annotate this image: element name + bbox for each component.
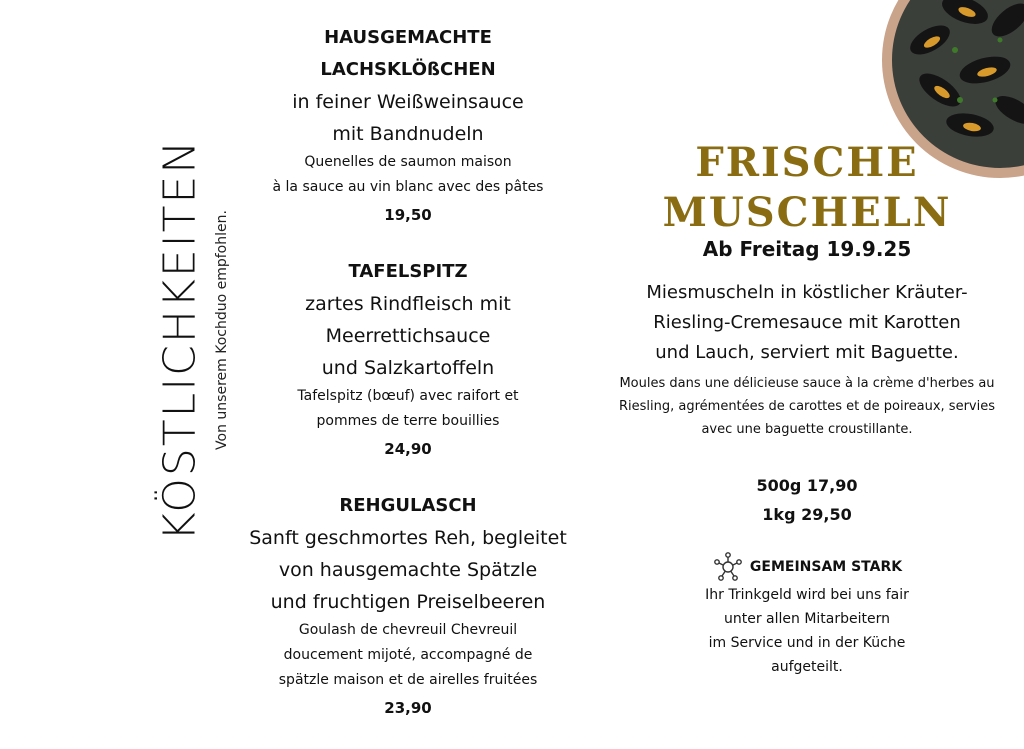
dish-description-fr: Quenelles de saumon maison [304, 154, 512, 170]
dish-title: LACHSKLÖßCHEN [320, 59, 496, 80]
dish-price: 24,90 [384, 440, 432, 458]
feature-title: MUSCHELN [662, 189, 952, 236]
feature-de-line: und Lauch, serviert mit Baguette. [655, 342, 959, 363]
dish-item [238, 256, 578, 464]
gemeinsam-line: im Service und in der Küche [708, 635, 906, 651]
gemeinsam-stark-note [598, 551, 1016, 679]
feature-de-line: Miesmuscheln in köstlicher Kräuter- [646, 282, 968, 303]
dish-description-fr: pommes de terre bouillies [316, 413, 500, 429]
dish-title: REHGULASCH [339, 495, 477, 516]
feature-fr-line: Riesling, agrémentées de carottes et de poireaux, servies [618, 399, 996, 414]
dish-price: 23,90 [384, 699, 432, 717]
dish-description-fr: doucement mijoté, accompagné de [283, 647, 533, 663]
dish-description-de: in feiner Weißweinsauce [292, 91, 524, 113]
dish-description-de: Meerrettichsauce [325, 325, 491, 347]
gemeinsam-line: Ihr Trinkgeld wird bei uns fair [705, 587, 909, 603]
dish-description-de: zartes Rindfleisch mit [305, 293, 511, 315]
price-1kg: 1kg 29,50 [762, 505, 852, 524]
dish-description-de: mit Bandnudeln [332, 123, 484, 145]
feature-de-line: Riesling-Cremesauce mit Karotten [653, 312, 961, 333]
dish-description-de: Sanft geschmortes Reh, begleitet [249, 527, 567, 549]
feature-prices [598, 471, 1016, 529]
feature-description-de [598, 278, 1016, 368]
star-people-icon [712, 551, 744, 583]
dish-description-fr: spätzle maison et de airelles fruitées [278, 672, 538, 688]
dish-description-fr: Tafelspitz (bœuf) avec raifort et [297, 388, 519, 404]
feature-fr-line: Moules dans une délicieuse sauce à la crème d'herbes au [619, 376, 995, 391]
dish-description-fr: à la sauce au vin blanc avec des pâtes [272, 179, 544, 195]
feature-panel [598, 138, 1016, 679]
dish-description-de: und fruchtigen Preiselbeeren [270, 591, 546, 613]
gemeinsam-line: unter allen Mitarbeitern [723, 611, 891, 627]
price-500g: 500g 17,90 [756, 476, 858, 495]
dish-description-de: und Salzkartoffeln [321, 357, 495, 379]
gemeinsam-line: aufgeteilt. [771, 659, 843, 675]
section-title: KÖSTLICHKEITEN [154, 138, 206, 542]
dish-item [238, 490, 578, 723]
dish-title: HAUSGEMACHTE [324, 27, 492, 48]
dish-title: TAFELSPITZ [348, 261, 468, 282]
dish-description-fr: Goulash de chevreuil Chevreuil [298, 622, 518, 638]
gemeinsam-heading: GEMEINSAM STARK [749, 559, 903, 575]
dish-item [238, 22, 578, 230]
feature-date: Ab Freitag 19.9.25 [702, 237, 912, 261]
dish-description-de: von hausgemachte Spätzle [278, 559, 538, 581]
feature-description-fr [598, 372, 1016, 441]
dish-list [238, 22, 578, 749]
feature-fr-line: avec une baguette croustillante. [701, 422, 913, 437]
section-subtitle: Von unserem Kochduo empfohlen. [214, 210, 230, 450]
dish-price: 19,50 [384, 206, 432, 224]
feature-title: FRISCHE [695, 139, 919, 186]
